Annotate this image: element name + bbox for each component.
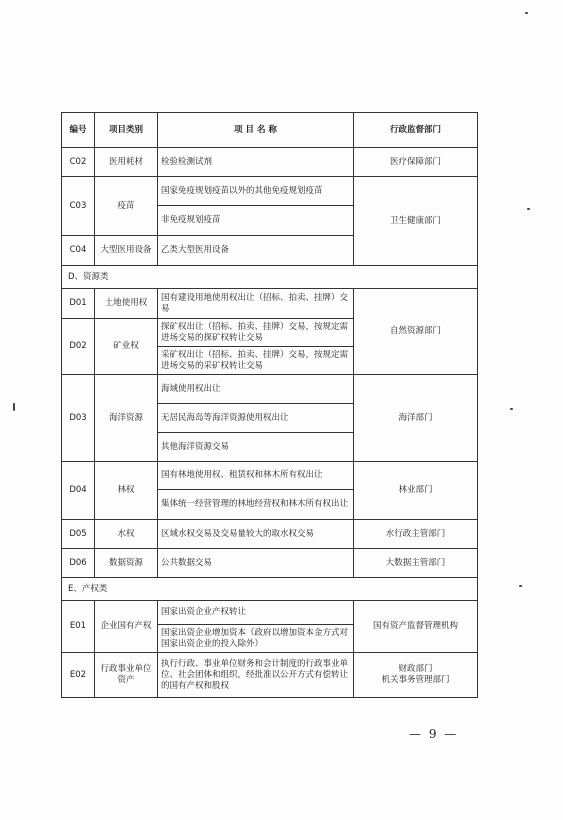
row-dept: 自然资源部门 <box>354 289 478 375</box>
row-category: 土地使用权 <box>95 289 158 319</box>
row-category: 海洋资源 <box>95 375 158 462</box>
row-dept: 卫生健康部门 <box>354 177 478 266</box>
scan-speck <box>13 403 15 411</box>
row-item: 探矿权出让（招标、拍卖、挂牌）交易，按规定需进场交易的探矿权转让交易 <box>158 319 354 347</box>
project-catalog-table <box>61 112 478 698</box>
row-dept: 医疗保障部门 <box>354 148 478 177</box>
row-item: 国家出资企业产权转让 <box>158 601 354 625</box>
scan-speck <box>510 408 513 410</box>
scan-speck <box>519 585 522 587</box>
row-item: 国家免疫规划疫苗以外的其他免疫规划疫苗 <box>158 177 354 206</box>
row-item: 无居民海岛等海洋资源使用权出让 <box>158 404 354 433</box>
row-item: 国家出资企业增加资本（政府以增加资本金方式对国家出资企业的投入除外） <box>158 625 354 653</box>
row-code: D03 <box>62 375 95 462</box>
row-item: 执行行政、事业单位财务和会计制度的行政事业单位、社会团体和组织，经批准以公开方式有偿转让的国有产权和股权 <box>158 653 354 698</box>
section-row <box>62 578 478 601</box>
row-item: 公共数据交易 <box>158 549 354 578</box>
header-code: 编号 <box>62 113 95 148</box>
scan-speck <box>525 12 528 14</box>
row-category: 矿业权 <box>95 319 158 375</box>
row-dept: 国有资产监督管理机构 <box>354 601 478 653</box>
row-dept: 水行政主管部门 <box>354 520 478 549</box>
dept-line: 财政部门 <box>398 664 433 674</box>
row-code: D01 <box>62 289 95 319</box>
row-item: 集体统一经营管理的林地经营权和林木所有权出让 <box>158 490 354 520</box>
row-code: D05 <box>62 520 95 549</box>
row-code: D02 <box>62 319 95 375</box>
row-item: 区域水权交易及交易量较大的取水权交易 <box>158 520 354 549</box>
row-category: 企业国有产权 <box>95 601 158 653</box>
row-category: 疫苗 <box>95 177 158 236</box>
row-category: 医用耗材 <box>95 148 158 177</box>
row-item: 其他海洋资源交易 <box>158 433 354 462</box>
row-dept: 林业部门 <box>354 462 478 520</box>
dept-line: 机关事务管理部门 <box>381 675 450 685</box>
row-code: E01 <box>62 601 95 653</box>
table-row <box>62 520 478 549</box>
section-row <box>62 266 478 289</box>
table-row <box>62 462 478 490</box>
row-code: C03 <box>62 177 95 236</box>
row-code: D04 <box>62 462 95 520</box>
row-dept: 海洋部门 <box>354 375 478 462</box>
table-row <box>62 177 478 206</box>
row-code: C04 <box>62 236 95 266</box>
row-item: 采矿权出让（招标、拍卖、挂牌）交易，按规定需进场交易的采矿权转让交易 <box>158 347 354 375</box>
table-row <box>62 549 478 578</box>
table-row <box>62 375 478 404</box>
header-item-name: 项 目 名 称 <box>158 113 354 148</box>
row-code: D06 <box>62 549 95 578</box>
row-category: 行政事业单位资产 <box>95 653 158 698</box>
page-number: — 9 — <box>409 727 459 741</box>
row-category: 水权 <box>95 520 158 549</box>
row-item: 海域使用权出让 <box>158 375 354 404</box>
row-item: 检验检测试剂 <box>158 148 354 177</box>
table-row <box>62 653 478 698</box>
row-item: 非免疫规划疫苗 <box>158 206 354 236</box>
header-dept: 行政监督部门 <box>354 113 478 148</box>
table-row <box>62 601 478 625</box>
row-dept <box>354 653 478 698</box>
row-category: 数据资源 <box>95 549 158 578</box>
table-row <box>62 148 478 177</box>
row-item: 国有建设用地使用权出让（招标、拍卖、挂牌）交易 <box>158 289 354 319</box>
table-header-row <box>62 113 478 148</box>
row-code: E02 <box>62 653 95 698</box>
row-dept: 大数据主管部门 <box>354 549 478 578</box>
row-item: 国有林地使用权、租赁权和林木所有权出让 <box>158 462 354 490</box>
section-title: E、产权类 <box>62 578 478 601</box>
header-category: 项目类别 <box>95 113 158 148</box>
row-code: C02 <box>62 148 95 177</box>
table-row <box>62 289 478 319</box>
row-category: 林权 <box>95 462 158 520</box>
scan-speck <box>527 208 530 210</box>
section-title: D、资源类 <box>62 266 478 289</box>
row-category: 大型医用设备 <box>95 236 158 266</box>
row-item: 乙类大型医用设备 <box>158 236 354 266</box>
